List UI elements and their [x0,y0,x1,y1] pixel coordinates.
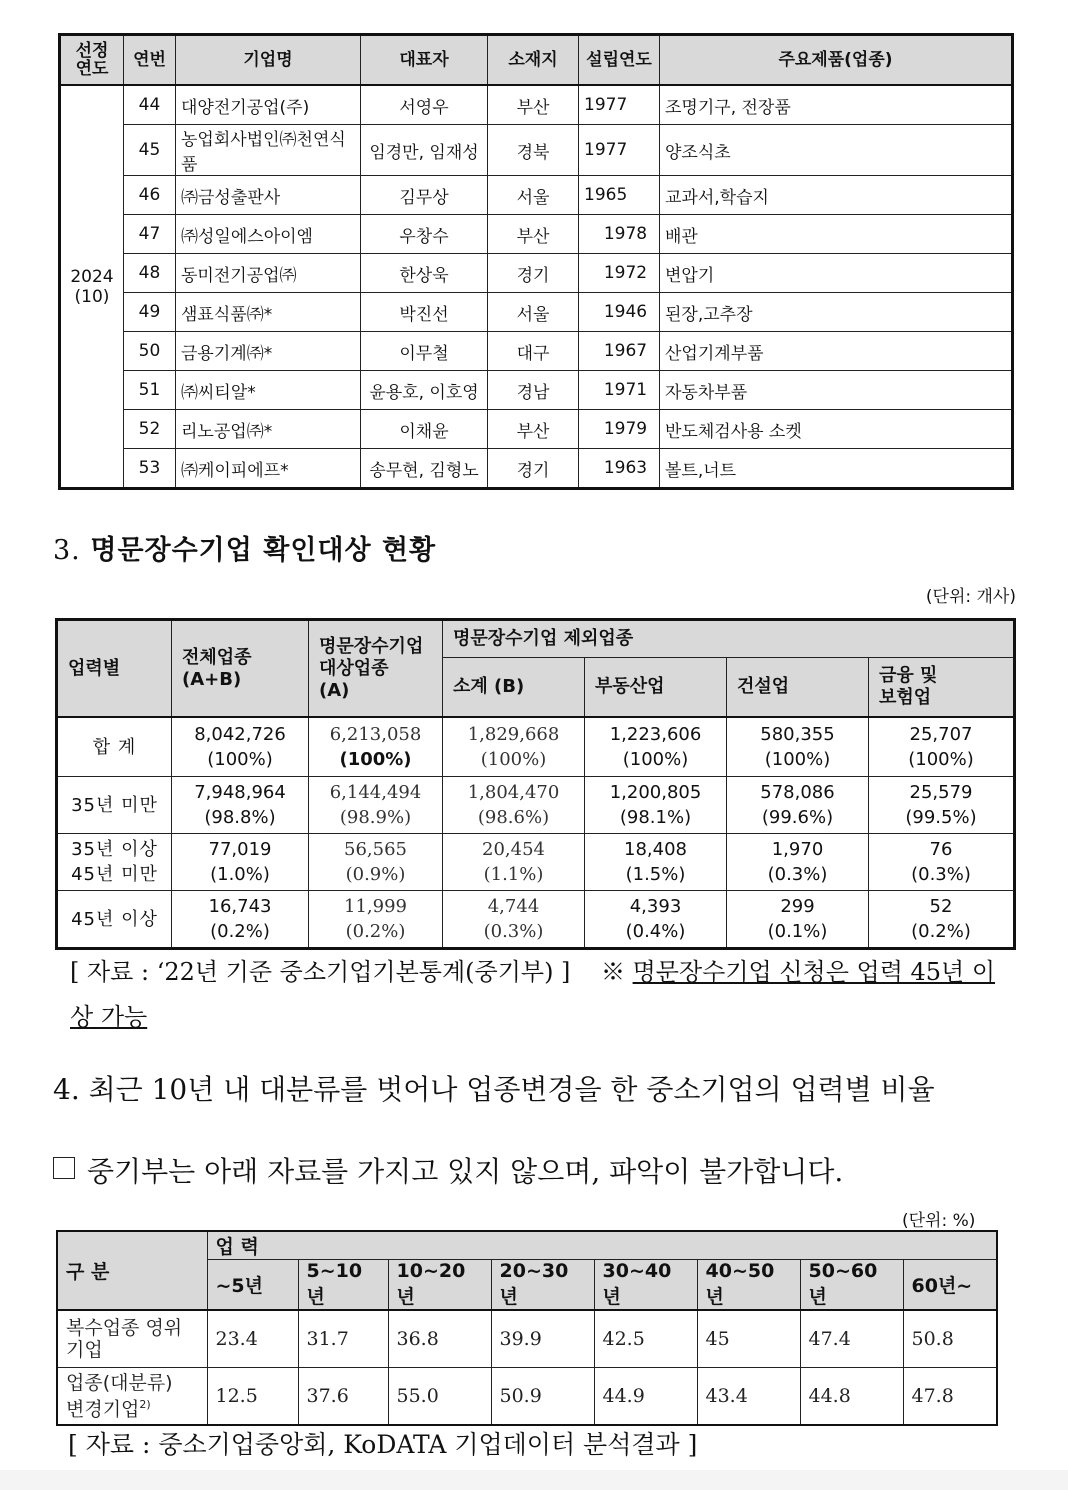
target-value: 56,565 [344,839,407,860]
t3-header-period: 60년~ [903,1260,997,1311]
category-label: 복수업종 영위기업 [66,1317,183,1361]
target-value: 11,999 [344,896,407,917]
ratio-cell: 39.9 [491,1310,594,1368]
total-cell: 8,042,726 (100%) [172,717,309,777]
serial-no-cell: 47 [124,215,176,254]
table-row [60,254,1013,293]
note-mark: ※ [600,958,625,986]
target-cell [309,891,443,949]
company-name-cell: ㈜성일에스아이엠 [176,215,361,254]
target-value: 6,213,058 [329,724,422,745]
ratio-cell: 55.0 [388,1368,491,1426]
location-cell: 경기 [488,254,579,293]
t2-header-finance: 금융 및 보험업 [869,658,1015,718]
company-name-cell: 리노공업㈜* [176,410,361,449]
ratio-cell: 47.8 [903,1368,997,1426]
location-cell: 서울 [488,293,579,332]
total-cell: 7,948,964 (98.8%) [172,777,309,834]
location-cell: 경기 [488,449,579,489]
section4-source: [ 자료 : 중소기업중앙회, KoDATA 기업데이터 분석결과 ] [68,1430,698,1459]
section4-unit: (단위: %) [902,1211,976,1231]
section4-answer-text: 중기부는 아래 자료를 가지고 있지 않으며, 파악이 불가합니다. [87,1155,844,1188]
product-cell: 된장,고추장 [660,293,1013,332]
serial-no-cell: 53 [124,449,176,489]
founded-year-cell: 1963 [579,449,660,489]
section4-answer [53,1150,843,1190]
col-header-company: 기업명 [176,35,361,86]
founded-year-cell: 1946 [579,293,660,332]
t3-header-age-group: 업 력 [207,1231,997,1260]
business-change-table [56,1230,998,1426]
col-header-product: 주요제품(업종) [660,35,1013,86]
ratio-cell: 50.8 [903,1310,997,1368]
serial-no-cell: 45 [124,125,176,176]
serial-no-cell: 52 [124,410,176,449]
subtotal-cell: 20,454 (1.1%) [443,834,585,891]
table-row [60,293,1013,332]
founded-year-cell: 1967 [579,332,660,371]
age-label-cell: 합 계 [57,717,172,777]
table-row [57,777,1015,834]
construction-cell: 580,355 (100%) [727,717,869,777]
target-percent: (98.9%) [339,807,412,828]
product-cell: 배관 [660,215,1013,254]
serial-no-cell: 49 [124,293,176,332]
t3-header-period: ~5년 [207,1260,298,1311]
construction-cell: 1,970 (0.3%) [727,834,869,891]
age-label-cell: 35년 이상 45년 미만 [57,834,172,891]
t3-header-period: 50~60년 [800,1260,903,1311]
ceo-cell: 서영우 [361,85,488,125]
location-cell: 부산 [488,85,579,125]
serial-no-cell: 48 [124,254,176,293]
ratio-cell: 42.5 [594,1310,697,1368]
ceo-cell: 한상욱 [361,254,488,293]
category-label: 업종(대분류) 변경기업 [66,1371,173,1421]
realestate-cell: 1,200,805 (98.1%) [585,777,727,834]
construction-cell: 299 (0.1%) [727,891,869,949]
construction-cell: 578,086 (99.6%) [727,777,869,834]
t2-header-age: 업력별 [57,620,172,718]
t3-header-period: 30~40년 [594,1260,697,1311]
ratio-cell: 31.7 [298,1310,388,1368]
section3-number: 3. [53,535,81,566]
table-row [60,410,1013,449]
section3-unit: (단위: 개사) [925,587,1016,607]
founded-year-cell: 1977 [579,125,660,176]
serial-no-cell: 50 [124,332,176,371]
table-row [60,449,1013,489]
target-cell [309,717,443,777]
target-value: 6,144,494 [329,782,422,803]
target-cell [309,777,443,834]
company-name-cell: ㈜금성출판사 [176,176,361,215]
ratio-cell: 37.6 [298,1368,388,1426]
t2-header-realestate: 부동산업 [585,658,727,718]
location-cell: 대구 [488,332,579,371]
col-header-founded: 설립연도 [579,35,660,86]
t2-header-target: 명문장수기업 대상업종 (A) [309,620,443,718]
longevity-target-body [57,717,1015,949]
t2-header-total: 전체업종 (A+B) [172,620,309,718]
total-cell: 16,743 (0.2%) [172,891,309,949]
company-name-cell: 대양전기공업(주) [176,85,361,125]
ceo-cell: 우창수 [361,215,488,254]
ratio-cell: 12.5 [207,1368,298,1426]
ceo-cell: 임경만, 임재성 [361,125,488,176]
product-cell: 교과서,학습지 [660,176,1013,215]
target-cell [309,834,443,891]
section3-source-text: [ 자료 : ‘22년 기준 중소기업기본통계(중기부) ] [70,958,571,986]
product-cell: 자동차부품 [660,371,1013,410]
location-cell: 부산 [488,410,579,449]
age-label-cell: 35년 미만 [57,777,172,834]
target-percent: (100%) [339,749,412,770]
col-header-no: 연번 [124,35,176,86]
table-row [60,332,1013,371]
subtotal-cell: 4,744 (0.3%) [443,891,585,949]
founded-year-cell: 1972 [579,254,660,293]
t3-header-category: 구 분 [57,1231,207,1310]
table-row [57,1368,997,1426]
ratio-cell: 44.8 [800,1368,903,1426]
company-name-cell: 금용기계㈜* [176,332,361,371]
table-row [57,834,1015,891]
founded-year-cell: 1977 [579,85,660,125]
finance-cell: 52 (0.2%) [869,891,1015,949]
ceo-cell: 이채윤 [361,410,488,449]
ratio-cell: 44.9 [594,1368,697,1426]
table-row [60,125,1013,176]
table-row [57,1310,997,1368]
company-name-cell: ㈜씨티알* [176,371,361,410]
founded-year-cell: 1971 [579,371,660,410]
company-name-cell: 샘표식품㈜* [176,293,361,332]
age-label-cell: 45년 이상 [57,891,172,949]
company-list-table [58,33,1014,490]
t3-header-period: 40~50년 [697,1260,800,1311]
company-name-cell: 농업회사법인㈜천연식품 [176,125,361,176]
location-cell: 경남 [488,371,579,410]
serial-no-cell: 46 [124,176,176,215]
category-label-cell [57,1368,207,1426]
t3-header-period: 20~30년 [491,1260,594,1311]
checkbox-square-icon [53,1157,75,1179]
product-cell: 조명기구, 전장품 [660,85,1013,125]
table-row [60,85,1013,125]
footnote-marker: 2) [139,1397,151,1411]
section3-title: 명문장수기업 확인대상 현황 [90,535,437,566]
table-row [57,891,1015,949]
ceo-cell: 송무현, 김형노 [361,449,488,489]
ceo-cell: 김무상 [361,176,488,215]
col-header-ceo: 대표자 [361,35,488,86]
ceo-cell: 윤용호, 이호영 [361,371,488,410]
table-header-row [60,35,1013,86]
ratio-cell: 50.9 [491,1368,594,1426]
product-cell: 산업기계부품 [660,332,1013,371]
realestate-cell: 1,223,606 (100%) [585,717,727,777]
target-percent: (0.9%) [345,864,406,885]
location-cell: 서울 [488,176,579,215]
product-cell: 변압기 [660,254,1013,293]
founded-year-cell: 1978 [579,215,660,254]
ceo-cell: 이무철 [361,332,488,371]
location-cell: 경북 [488,125,579,176]
col-header-year: 선정 연도 [60,35,124,86]
serial-no-cell: 44 [124,85,176,125]
finance-cell: 25,707 (100%) [869,717,1015,777]
founded-year-cell: 1979 [579,410,660,449]
company-name-cell: 동미전기공업㈜ [176,254,361,293]
t3-header-period: 5~10년 [298,1260,388,1311]
ceo-cell: 박진선 [361,293,488,332]
ratio-cell: 45 [697,1310,800,1368]
company-list-body [60,85,1013,489]
founded-year-cell: 1965 [579,176,660,215]
product-cell: 볼트,너트 [660,449,1013,489]
section3-note: 명문장수기업 신청은 업력 45년 이상 가능 [70,958,996,1031]
product-cell: 양조식초 [660,125,1013,176]
finance-cell: 25,579 (99.5%) [869,777,1015,834]
section3-source [70,950,1018,1040]
t2-header-construction: 건설업 [727,658,869,718]
realestate-cell: 18,408 (1.5%) [585,834,727,891]
business-change-body [57,1310,997,1425]
table-row [60,371,1013,410]
ratio-cell: 36.8 [388,1310,491,1368]
table-row [60,215,1013,254]
longevity-target-table [55,618,1016,950]
total-cell: 77,019 (1.0%) [172,834,309,891]
ratio-cell: 23.4 [207,1310,298,1368]
section4-heading: 4. 최근 10년 내 대분류를 벗어나 업종변경을 한 중소기업의 업력별 비율 [53,1073,935,1106]
product-cell: 반도체검사용 소켓 [660,410,1013,449]
location-cell: 부산 [488,215,579,254]
table-row [57,717,1015,777]
subtotal-cell: 1,829,668 (100%) [443,717,585,777]
t2-header-excluded-group: 명문장수기업 제외업종 [443,620,1015,658]
t2-header-subtotal: 소계 (B) [443,658,585,718]
subtotal-cell: 1,804,470 (98.6%) [443,777,585,834]
ratio-cell: 47.4 [800,1310,903,1368]
ratio-cell: 43.4 [697,1368,800,1426]
t3-header-period: 10~20년 [388,1260,491,1311]
page-bottom-edge [0,1470,1068,1490]
realestate-cell: 4,393 (0.4%) [585,891,727,949]
col-header-location: 소재지 [488,35,579,86]
company-name-cell: ㈜케이피에프* [176,449,361,489]
serial-no-cell: 51 [124,371,176,410]
selection-year-cell: 2024 (10) [60,85,124,489]
category-label-cell [57,1310,207,1368]
target-percent: (0.2%) [345,921,406,942]
table-row [60,176,1013,215]
finance-cell: 76 (0.3%) [869,834,1015,891]
section3-heading [53,528,436,567]
